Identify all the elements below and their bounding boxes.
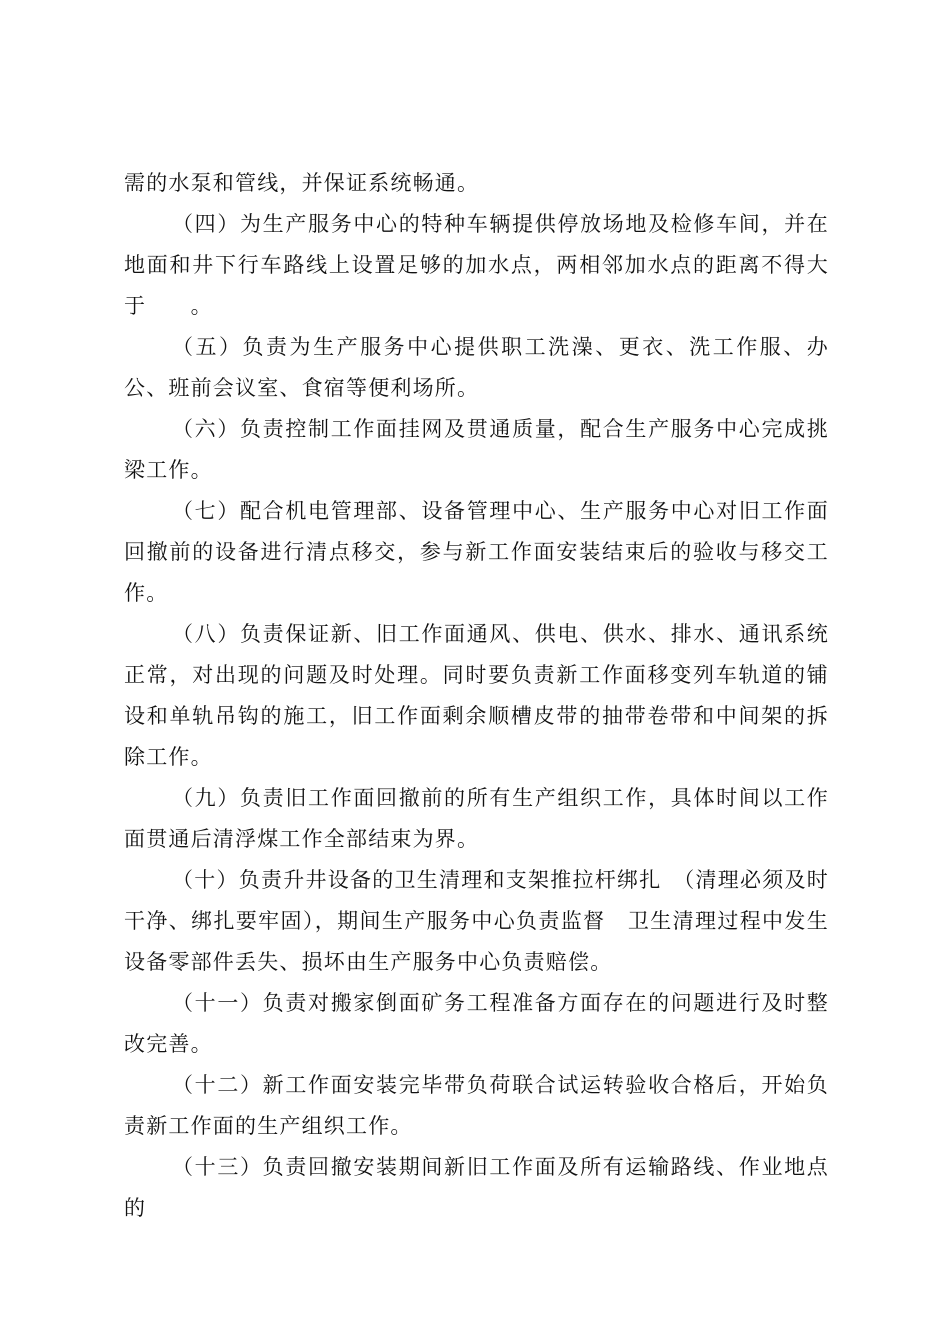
paragraph-item-4: （四）为生产服务中心的特种车辆提供停放场地及检修车间，并在地面和井下行车路线上设置足够的加水点，两相邻加水点的距离不得大于 。 (124, 212, 829, 318)
document-body (124, 163, 829, 1229)
paragraph-item-9: （九）负责旧工作面回撤前的所有生产组织工作，具体时间以工作面贯通后清浮煤工作全部结束为界。 (124, 786, 829, 851)
paragraph-item-5: （五）负责为生产服务中心提供职工洗澡、更衣、洗工作服、办公、班前会议室、食宿等便利场所。 (124, 335, 829, 400)
paragraph-item-10: （十）负责升井设备的卫生清理和支架推拉杆绑扎 （清理必须及时干净、绑扎要牢固），期间生产服务中心负责监督 卫生清理过程中发生设备零部件丢失、损坏由生产服务中心负责赔偿。 (124, 868, 829, 974)
paragraph-item-11: （十一）负责对搬家倒面矿务工程准备方面存在的问题进行及时整改完善。 (124, 991, 829, 1056)
paragraph-item-6: （六）负责控制工作面挂网及贯通质量，配合生产服务中心完成挑梁工作。 (124, 417, 829, 482)
paragraph-continuation: 需的水泵和管线，并保证系统畅通。 (124, 171, 480, 195)
paragraph-item-7: （七）配合机电管理部、设备管理中心、生产服务中心对旧工作面回撤前的设备进行清点移交，参与新工作面安装结束后的验收与移交工作。 (124, 499, 829, 605)
paragraph-item-12: （十二）新工作面安装完毕带负荷联合试运转验收合格后，开始负责新工作面的生产组织工作。 (124, 1073, 829, 1138)
paragraph-item-13: （十三）负责回撤安装期间新旧工作面及所有运输路线、作业地点的 (124, 1155, 829, 1220)
paragraph-item-8: （八）负责保证新、旧工作面通风、供电、供水、排水、通讯系统正常，对出现的问题及时处理。同时要负责新工作面移变列车轨道的铺设和单轨吊钩的施工，旧工作面剩余顺槽皮带的抽带卷带和中间架的拆除工作。 (124, 622, 829, 769)
